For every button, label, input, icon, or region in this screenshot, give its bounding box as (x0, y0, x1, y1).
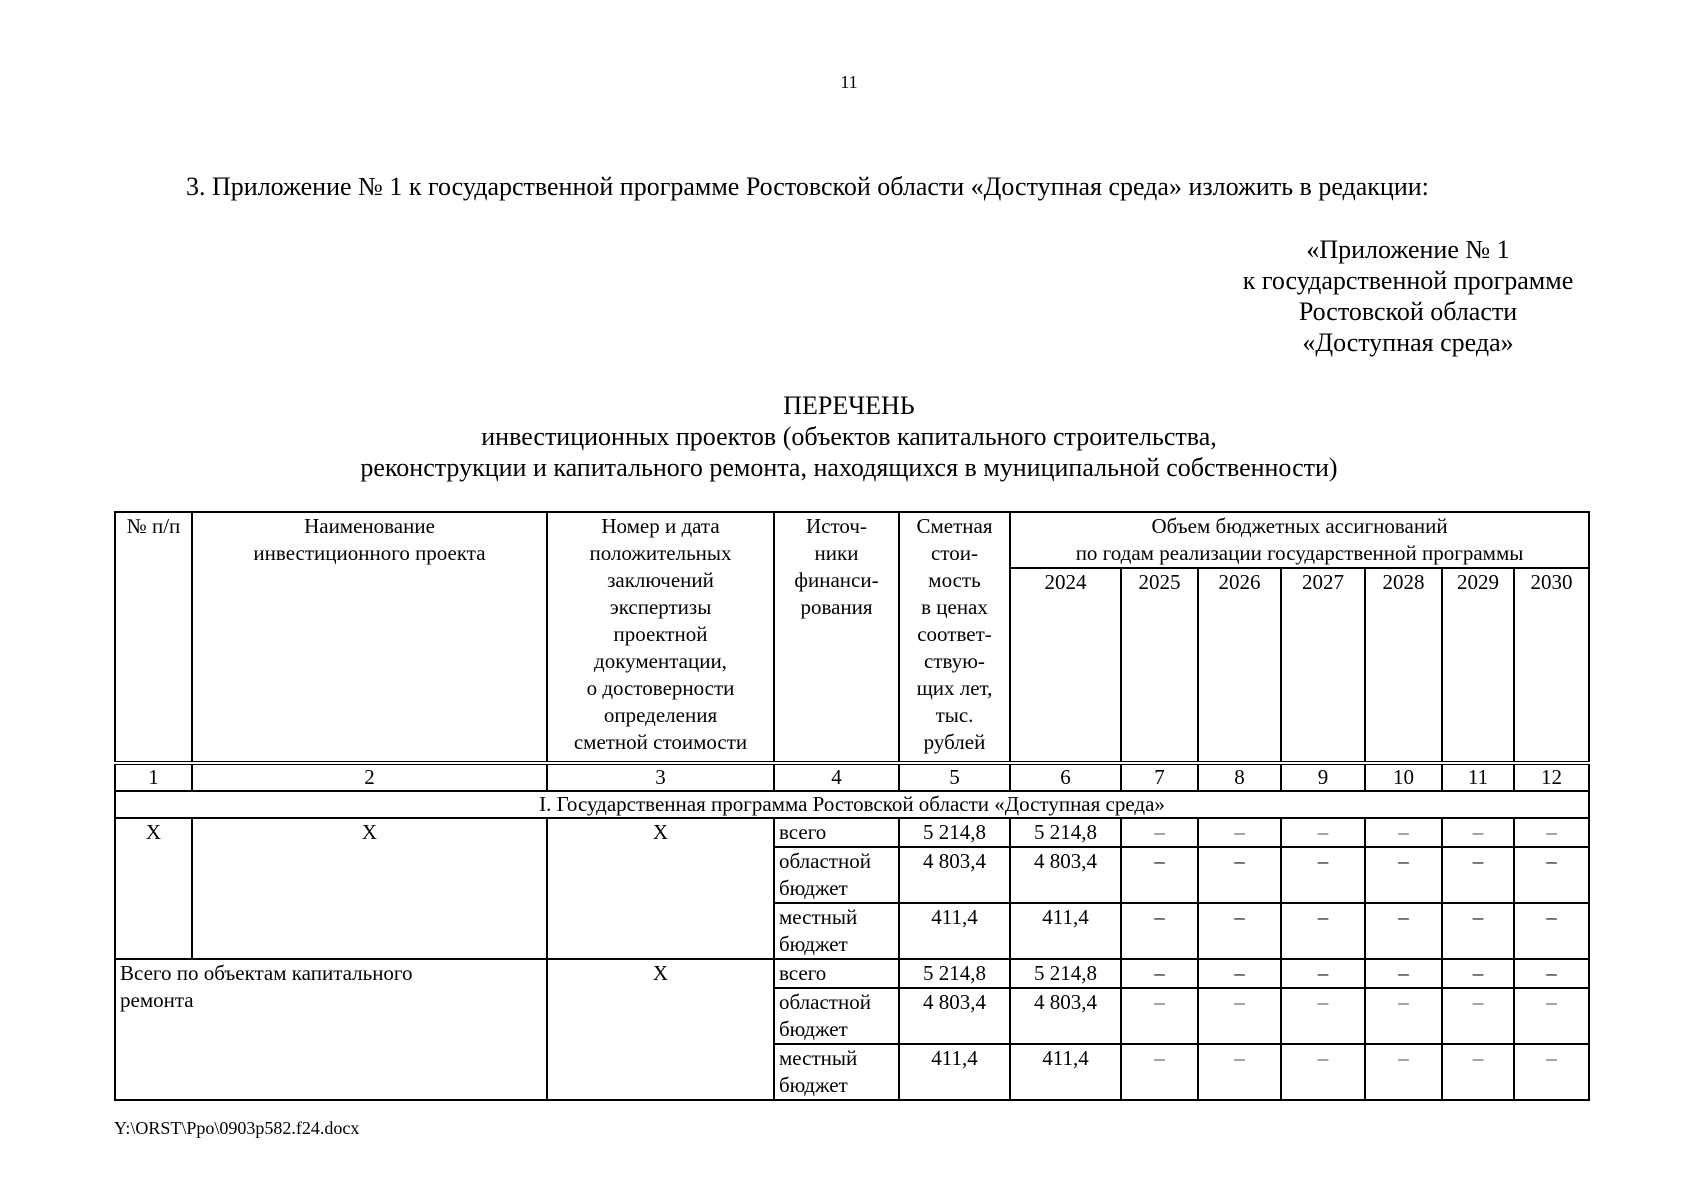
cell-project-name: Х (192, 818, 547, 959)
column-number: 10 (1365, 763, 1442, 791)
cell-expertise: Х (547, 959, 774, 1100)
section-title: I. Государственная программа Ростовской области «Доступная среда» (115, 791, 1589, 818)
cell-year-value: – (1442, 847, 1514, 903)
cell-year-value: 4 803,4 (1010, 988, 1121, 1044)
investment-projects-table (114, 511, 1590, 1101)
cell-year-value: – (1514, 988, 1589, 1044)
cell-source: местный бюджет (774, 903, 899, 959)
appendix-line: «Доступная среда» (1302, 328, 1514, 357)
section-row (115, 791, 1589, 818)
cell-cost: 5 214,8 (899, 959, 1010, 988)
cell-cost: 4 803,4 (899, 847, 1010, 903)
cell-year-value: 5 214,8 (1010, 959, 1121, 988)
header-year: 2024 (1010, 568, 1121, 763)
cell-year-value: – (1365, 847, 1442, 903)
cell-num: Х (115, 818, 192, 959)
header-year: 2026 (1198, 568, 1281, 763)
header-year: 2028 (1365, 568, 1442, 763)
column-number: 1 (115, 763, 192, 791)
cell-year-value: – (1514, 847, 1589, 903)
cell-year-value: – (1365, 959, 1442, 988)
header-estimated-cost: Сметная стои- мость в ценах соответ- ствую- щих лет, тыс. рублей (899, 512, 1010, 763)
cell-year-value: – (1281, 959, 1365, 988)
header-expertise: Номер и дата положительных заключений экспертизы проектной документации, о достоверности определения сметной стоимости (547, 512, 774, 763)
cell-year-value: – (1121, 903, 1198, 959)
cell-source: всего (774, 818, 899, 847)
cell-year-value: – (1198, 818, 1281, 847)
column-number: 11 (1442, 763, 1514, 791)
appendix-heading (1208, 234, 1608, 358)
title-line: реконструкции и капитального ремонта, находящихся в муниципальной собственности) (360, 453, 1338, 482)
header-num: № п/п (115, 512, 192, 763)
column-number: 7 (1121, 763, 1198, 791)
cell-year-value: – (1281, 818, 1365, 847)
cell-source: областной бюджет (774, 988, 899, 1044)
cell-year-value: – (1365, 903, 1442, 959)
header-budget-volume: Объем бюджетных ассигнований по годам реализации государственной программы (1010, 512, 1589, 568)
cell-cost: 4 803,4 (899, 988, 1010, 1044)
cell-cost: 5 214,8 (899, 818, 1010, 847)
cell-year-value: – (1281, 903, 1365, 959)
cell-year-value: – (1121, 847, 1198, 903)
cell-year-value: – (1514, 903, 1589, 959)
cell-year-value: – (1121, 818, 1198, 847)
column-number: 9 (1281, 763, 1365, 791)
table-row (115, 818, 1589, 847)
cell-year-value: – (1442, 1044, 1514, 1100)
cell-year-value: – (1442, 818, 1514, 847)
appendix-line: к государственной программе (1242, 266, 1574, 295)
header-year: 2030 (1514, 568, 1589, 763)
cell-cost: 411,4 (899, 1044, 1010, 1100)
header-year: 2025 (1121, 568, 1198, 763)
file-path-footer: Y:\ORST\Ppo\0903p582.f24.docx (114, 1118, 360, 1138)
header-year: 2029 (1442, 568, 1514, 763)
column-number-row (115, 763, 1589, 791)
document-title (0, 390, 1698, 483)
cell-year-value: – (1121, 988, 1198, 1044)
cell-source: всего (774, 959, 899, 988)
column-number: 5 (899, 763, 1010, 791)
page-number: 11 (840, 72, 858, 92)
cell-year-value: – (1198, 1044, 1281, 1100)
cell-year-value: – (1514, 1044, 1589, 1100)
cell-source: местный бюджет (774, 1044, 899, 1100)
cell-year-value: 411,4 (1010, 1044, 1121, 1100)
cell-year-value: – (1121, 959, 1198, 988)
appendix-line: Ростовской области (1298, 297, 1518, 326)
cell-source: областной бюджет (774, 847, 899, 903)
table-row (115, 959, 1589, 988)
cell-year-value: – (1365, 1044, 1442, 1100)
appendix-line: «Приложение № 1 (1306, 235, 1510, 264)
cell-year-value: – (1198, 847, 1281, 903)
cell-year-value: – (1198, 959, 1281, 988)
cell-year-value: – (1514, 818, 1589, 847)
cell-year-value: – (1121, 1044, 1198, 1100)
cell-year-value: – (1365, 988, 1442, 1044)
cell-year-value: – (1198, 903, 1281, 959)
column-number: 12 (1514, 763, 1589, 791)
cell-year-value: – (1442, 903, 1514, 959)
header-year: 2027 (1281, 568, 1365, 763)
cell-year-value: – (1365, 818, 1442, 847)
title-heading: ПЕРЕЧЕНЬ (783, 391, 915, 420)
intro-paragraph: 3. Приложение № 1 к государственной программе Ростовской области «Доступная среда» изложить в редакции: (186, 172, 1429, 201)
title-line: инвестиционных проектов (объектов капитального строительства, (481, 422, 1217, 451)
cell-year-value: – (1281, 1044, 1365, 1100)
column-number: 6 (1010, 763, 1121, 791)
cell-year-value: 5 214,8 (1010, 818, 1121, 847)
cell-year-value: – (1281, 988, 1365, 1044)
cell-expertise: Х (547, 818, 774, 959)
header-financing-sources: Источ- ники финанси- рования (774, 512, 899, 763)
cell-total-label: Всего по объектам капитального ремонта (115, 959, 547, 1100)
cell-year-value: – (1514, 959, 1589, 988)
cell-year-value: – (1442, 959, 1514, 988)
cell-year-value: 4 803,4 (1010, 847, 1121, 903)
column-number: 4 (774, 763, 899, 791)
cell-year-value: – (1281, 847, 1365, 903)
column-number: 8 (1198, 763, 1281, 791)
cell-cost: 411,4 (899, 903, 1010, 959)
header-project-name: Наименование инвестиционного проекта (192, 512, 547, 763)
column-number: 2 (192, 763, 547, 791)
cell-year-value: – (1442, 988, 1514, 1044)
column-number: 3 (547, 763, 774, 791)
cell-year-value: – (1198, 988, 1281, 1044)
cell-year-value: 411,4 (1010, 903, 1121, 959)
